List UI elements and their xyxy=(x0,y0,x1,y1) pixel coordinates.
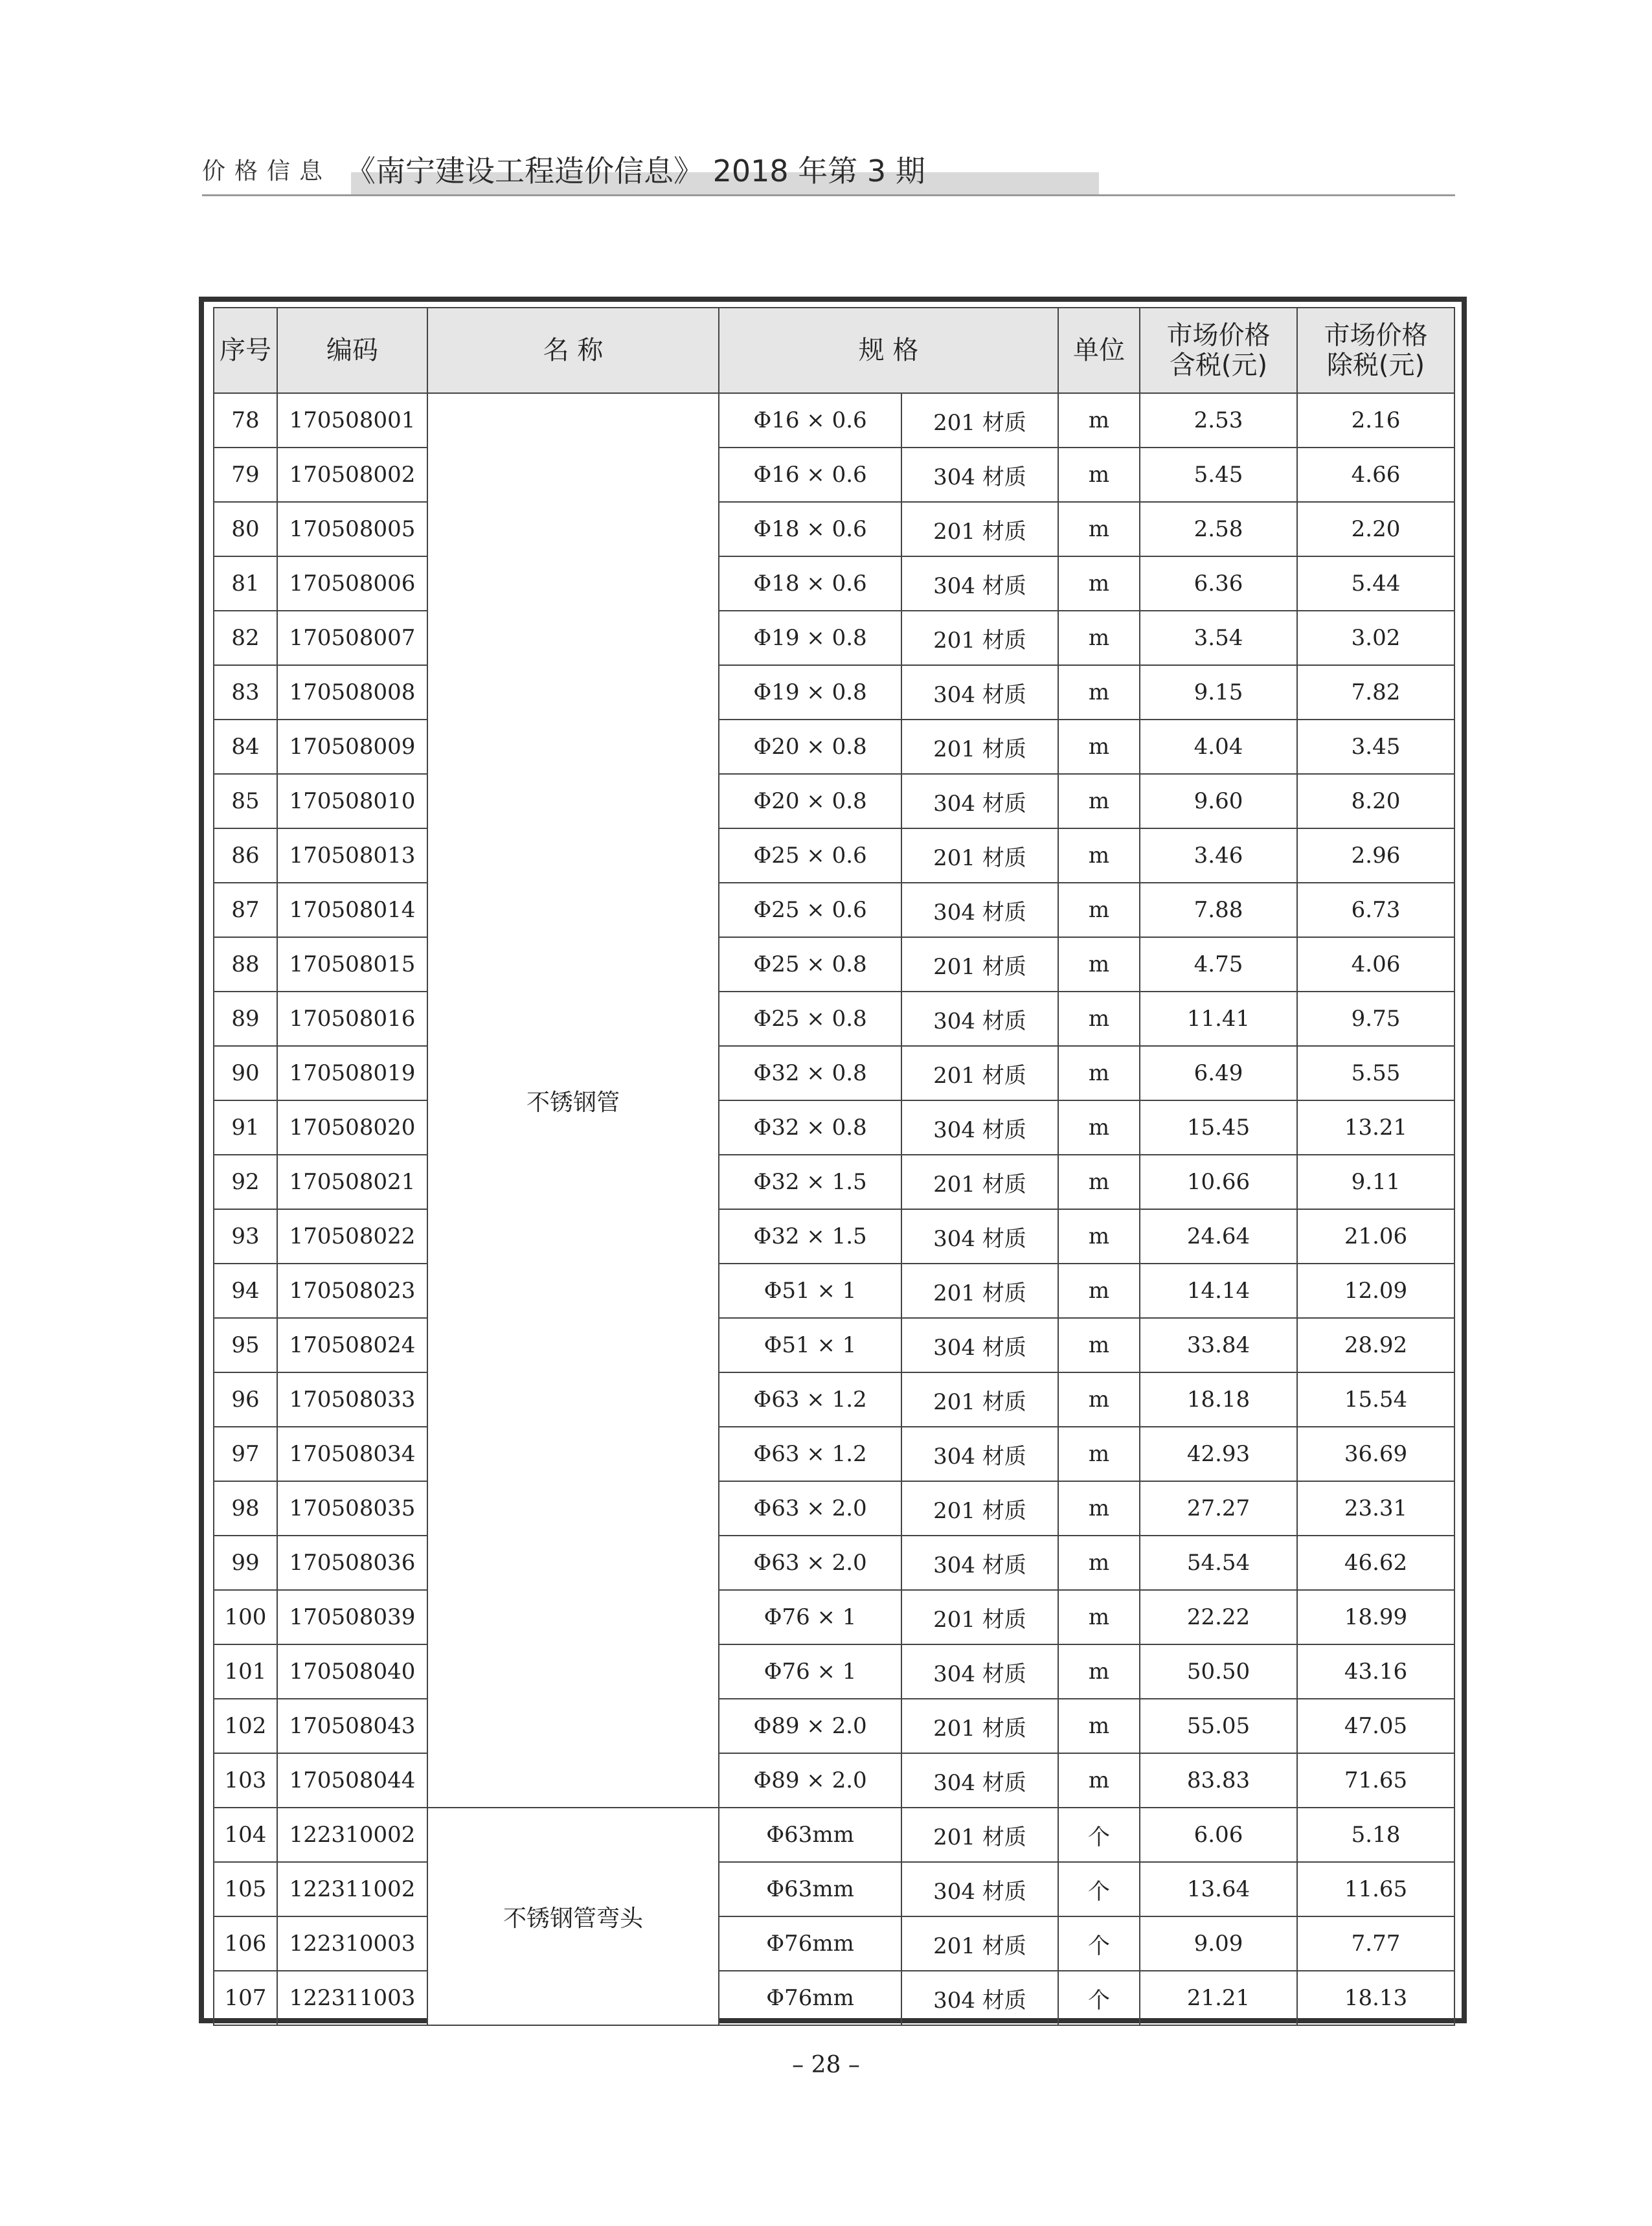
cell-name: 不锈钢管弯头 xyxy=(427,1808,719,2025)
cell-price-tax: 24.64 xyxy=(1140,1209,1297,1264)
cell-code: 170508044 xyxy=(277,1753,427,1808)
cell-unit: 个 xyxy=(1058,1971,1140,2025)
cell-seq: 88 xyxy=(214,937,277,992)
cell-unit: m xyxy=(1058,1372,1140,1427)
table-row xyxy=(214,1699,1454,1753)
cell-code: 170508001 xyxy=(277,393,427,448)
running-header xyxy=(202,148,1455,196)
cell-code: 170508010 xyxy=(277,774,427,828)
cell-price-notax: 4.06 xyxy=(1297,937,1454,992)
col-header-seq: 序号 xyxy=(214,308,277,393)
table-row xyxy=(214,1209,1454,1264)
table-row xyxy=(214,774,1454,828)
table-row xyxy=(214,1155,1454,1209)
col-header-price-tax-line1: 市场价格 xyxy=(1166,321,1271,350)
cell-spec: Φ51 × 1 xyxy=(719,1318,901,1372)
table-row xyxy=(214,828,1454,883)
cell-code: 170508024 xyxy=(277,1318,427,1372)
cell-price-notax: 71.65 xyxy=(1297,1753,1454,1808)
cell-spec: Φ32 × 0.8 xyxy=(719,1046,901,1100)
table-row xyxy=(214,992,1454,1046)
cell-spec: Φ32 × 1.5 xyxy=(719,1209,901,1264)
table-row xyxy=(214,1481,1454,1536)
cell-price-notax: 18.99 xyxy=(1297,1590,1454,1644)
cell-material: 304 材质 xyxy=(901,1753,1058,1808)
cell-material: 201 材质 xyxy=(901,393,1058,448)
cell-spec: Φ63 × 2.0 xyxy=(719,1536,901,1590)
cell-price-tax: 3.54 xyxy=(1140,611,1297,665)
cell-unit: m xyxy=(1058,448,1140,502)
cell-price-tax: 4.04 xyxy=(1140,720,1297,774)
cell-seq: 92 xyxy=(214,1155,277,1209)
cell-seq: 86 xyxy=(214,828,277,883)
table-row xyxy=(214,1372,1454,1427)
cell-material: 304 材质 xyxy=(901,992,1058,1046)
cell-seq: 84 xyxy=(214,720,277,774)
cell-unit: m xyxy=(1058,1427,1140,1481)
cell-price-notax: 7.82 xyxy=(1297,665,1454,720)
page-number: – 28 – xyxy=(792,2052,860,2078)
cell-unit: m xyxy=(1058,992,1140,1046)
cell-seq: 94 xyxy=(214,1264,277,1318)
cell-spec: Φ19 × 0.8 xyxy=(719,611,901,665)
cell-spec: Φ32 × 0.8 xyxy=(719,1100,901,1155)
cell-price-notax: 23.31 xyxy=(1297,1481,1454,1536)
cell-price-tax: 21.21 xyxy=(1140,1971,1297,2025)
cell-material: 201 材质 xyxy=(901,1155,1058,1209)
cell-unit: m xyxy=(1058,1264,1140,1318)
cell-material: 304 材质 xyxy=(901,1209,1058,1264)
cell-price-tax: 2.53 xyxy=(1140,393,1297,448)
cell-price-tax: 5.45 xyxy=(1140,448,1297,502)
cell-unit: m xyxy=(1058,1753,1140,1808)
table-row xyxy=(214,448,1454,502)
table-row xyxy=(214,1862,1454,1916)
price-table-frame xyxy=(199,297,1467,2023)
cell-unit: 个 xyxy=(1058,1916,1140,1971)
cell-spec: Φ63mm xyxy=(719,1862,901,1916)
col-header-spec: 规 格 xyxy=(719,308,1058,393)
col-header-price-tax-line2: 含税(元) xyxy=(1169,350,1268,380)
cell-price-notax: 28.92 xyxy=(1297,1318,1454,1372)
cell-price-tax: 4.75 xyxy=(1140,937,1297,992)
cell-spec: Φ51 × 1 xyxy=(719,1264,901,1318)
cell-code: 122310003 xyxy=(277,1916,427,1971)
cell-unit: m xyxy=(1058,1155,1140,1209)
cell-unit: m xyxy=(1058,883,1140,937)
cell-seq: 83 xyxy=(214,665,277,720)
cell-material: 201 材质 xyxy=(901,1916,1058,1971)
cell-price-notax: 15.54 xyxy=(1297,1372,1454,1427)
table-row xyxy=(214,1046,1454,1100)
cell-seq: 102 xyxy=(214,1699,277,1753)
cell-price-tax: 14.14 xyxy=(1140,1264,1297,1318)
cell-unit: m xyxy=(1058,720,1140,774)
table-row xyxy=(214,1100,1454,1155)
cell-price-notax: 7.77 xyxy=(1297,1916,1454,1971)
cell-material: 304 材质 xyxy=(901,1318,1058,1372)
cell-price-notax: 2.20 xyxy=(1297,502,1454,556)
cell-price-notax: 2.96 xyxy=(1297,828,1454,883)
cell-spec: Φ16 × 0.6 xyxy=(719,393,901,448)
cell-spec: Φ20 × 0.8 xyxy=(719,774,901,828)
cell-unit: m xyxy=(1058,502,1140,556)
cell-spec: Φ76 × 1 xyxy=(719,1590,901,1644)
cell-price-tax: 15.45 xyxy=(1140,1100,1297,1155)
cell-material: 201 材质 xyxy=(901,720,1058,774)
table-row xyxy=(214,1536,1454,1590)
cell-code: 170508043 xyxy=(277,1699,427,1753)
cell-price-notax: 18.13 xyxy=(1297,1971,1454,2025)
cell-unit: m xyxy=(1058,1644,1140,1699)
cell-price-notax: 5.18 xyxy=(1297,1808,1454,1862)
table-row xyxy=(214,1427,1454,1481)
table-row xyxy=(214,393,1454,448)
cell-unit: m xyxy=(1058,774,1140,828)
cell-code: 170508033 xyxy=(277,1372,427,1427)
cell-seq: 103 xyxy=(214,1753,277,1808)
cell-unit: m xyxy=(1058,1046,1140,1100)
cell-seq: 91 xyxy=(214,1100,277,1155)
cell-unit: m xyxy=(1058,937,1140,992)
cell-price-tax: 50.50 xyxy=(1140,1644,1297,1699)
cell-seq: 79 xyxy=(214,448,277,502)
cell-code: 170508007 xyxy=(277,611,427,665)
cell-seq: 81 xyxy=(214,556,277,611)
table-row xyxy=(214,556,1454,611)
table-row xyxy=(214,1971,1454,2025)
cell-price-notax: 5.55 xyxy=(1297,1046,1454,1100)
cell-seq: 99 xyxy=(214,1536,277,1590)
table-row xyxy=(214,1644,1454,1699)
table-body xyxy=(214,393,1454,2025)
cell-code: 170508019 xyxy=(277,1046,427,1100)
cell-material: 201 材质 xyxy=(901,1264,1058,1318)
cell-price-tax: 54.54 xyxy=(1140,1536,1297,1590)
cell-code: 170508034 xyxy=(277,1427,427,1481)
cell-code: 170508020 xyxy=(277,1100,427,1155)
cell-price-tax: 9.09 xyxy=(1140,1916,1297,1971)
cell-price-tax: 6.06 xyxy=(1140,1808,1297,1862)
cell-price-tax: 9.60 xyxy=(1140,774,1297,828)
cell-material: 304 材质 xyxy=(901,774,1058,828)
table-row xyxy=(214,937,1454,992)
cell-unit: m xyxy=(1058,665,1140,720)
cell-seq: 98 xyxy=(214,1481,277,1536)
cell-unit: m xyxy=(1058,828,1140,883)
cell-seq: 87 xyxy=(214,883,277,937)
cell-price-notax: 46.62 xyxy=(1297,1536,1454,1590)
cell-spec: Φ63mm xyxy=(719,1808,901,1862)
cell-material: 201 材质 xyxy=(901,1808,1058,1862)
cell-spec: Φ63 × 1.2 xyxy=(719,1372,901,1427)
cell-price-tax: 6.36 xyxy=(1140,556,1297,611)
cell-code: 170508013 xyxy=(277,828,427,883)
cell-spec: Φ25 × 0.8 xyxy=(719,937,901,992)
cell-price-tax: 83.83 xyxy=(1140,1753,1297,1808)
cell-spec: Φ76mm xyxy=(719,1916,901,1971)
cell-material: 304 材质 xyxy=(901,883,1058,937)
cell-spec: Φ25 × 0.6 xyxy=(719,883,901,937)
cell-spec: Φ89 × 2.0 xyxy=(719,1699,901,1753)
cell-unit: m xyxy=(1058,1100,1140,1155)
cell-unit: m xyxy=(1058,1536,1140,1590)
cell-price-tax: 9.15 xyxy=(1140,665,1297,720)
cell-price-notax: 9.75 xyxy=(1297,992,1454,1046)
cell-code: 170508014 xyxy=(277,883,427,937)
cell-seq: 95 xyxy=(214,1318,277,1372)
cell-seq: 89 xyxy=(214,992,277,1046)
cell-spec: Φ25 × 0.8 xyxy=(719,992,901,1046)
cell-material: 201 材质 xyxy=(901,937,1058,992)
cell-material: 201 材质 xyxy=(901,1046,1058,1100)
cell-material: 304 材质 xyxy=(901,1536,1058,1590)
cell-price-notax: 6.73 xyxy=(1297,883,1454,937)
cell-spec: Φ76mm xyxy=(719,1971,901,2025)
cell-seq: 97 xyxy=(214,1427,277,1481)
cell-price-notax: 12.09 xyxy=(1297,1264,1454,1318)
cell-price-tax: 55.05 xyxy=(1140,1699,1297,1753)
cell-code: 170508040 xyxy=(277,1644,427,1699)
cell-code: 170508039 xyxy=(277,1590,427,1644)
table-row xyxy=(214,1753,1454,1808)
cell-code: 170508006 xyxy=(277,556,427,611)
cell-unit: 个 xyxy=(1058,1862,1140,1916)
cell-price-tax: 3.46 xyxy=(1140,828,1297,883)
cell-price-notax: 8.20 xyxy=(1297,774,1454,828)
cell-material: 304 材质 xyxy=(901,1427,1058,1481)
cell-price-notax: 2.16 xyxy=(1297,393,1454,448)
cell-material: 201 材质 xyxy=(901,611,1058,665)
cell-unit: 个 xyxy=(1058,1808,1140,1862)
cell-unit: m xyxy=(1058,1699,1140,1753)
col-header-unit: 单位 xyxy=(1058,308,1140,393)
cell-unit: m xyxy=(1058,611,1140,665)
cell-code: 170508009 xyxy=(277,720,427,774)
cell-unit: m xyxy=(1058,1590,1140,1644)
cell-code: 170508036 xyxy=(277,1536,427,1590)
cell-code: 170508002 xyxy=(277,448,427,502)
cell-unit: m xyxy=(1058,1209,1140,1264)
table-row xyxy=(214,883,1454,937)
col-header-name: 名 称 xyxy=(427,308,719,393)
cell-spec: Φ32 × 1.5 xyxy=(719,1155,901,1209)
cell-unit: m xyxy=(1058,393,1140,448)
cell-seq: 105 xyxy=(214,1862,277,1916)
table-row xyxy=(214,1264,1454,1318)
cell-spec: Φ63 × 2.0 xyxy=(719,1481,901,1536)
cell-price-notax: 43.16 xyxy=(1297,1644,1454,1699)
cell-price-tax: 7.88 xyxy=(1140,883,1297,937)
cell-code: 122311002 xyxy=(277,1862,427,1916)
cell-name: 不锈钢管 xyxy=(427,393,719,1808)
cell-spec: Φ63 × 1.2 xyxy=(719,1427,901,1481)
cell-price-notax: 3.02 xyxy=(1297,611,1454,665)
cell-material: 304 材质 xyxy=(901,1971,1058,2025)
cell-seq: 106 xyxy=(214,1916,277,1971)
cell-price-notax: 36.69 xyxy=(1297,1427,1454,1481)
table-row xyxy=(214,502,1454,556)
cell-code: 170508023 xyxy=(277,1264,427,1318)
table-row xyxy=(214,1916,1454,1971)
cell-spec: Φ89 × 2.0 xyxy=(719,1753,901,1808)
cell-material: 304 材质 xyxy=(901,1862,1058,1916)
header-publication-title: 《南宁建设工程造价信息》 2018 年第 3 期 xyxy=(346,153,925,188)
cell-price-tax: 10.66 xyxy=(1140,1155,1297,1209)
cell-seq: 85 xyxy=(214,774,277,828)
cell-material: 304 材质 xyxy=(901,448,1058,502)
cell-spec: Φ19 × 0.8 xyxy=(719,665,901,720)
cell-code: 170508021 xyxy=(277,1155,427,1209)
cell-material: 304 材质 xyxy=(901,1100,1058,1155)
cell-material: 201 材质 xyxy=(901,1699,1058,1753)
cell-price-notax: 3.45 xyxy=(1297,720,1454,774)
cell-material: 201 材质 xyxy=(901,828,1058,883)
cell-price-tax: 13.64 xyxy=(1140,1862,1297,1916)
cell-seq: 90 xyxy=(214,1046,277,1100)
cell-unit: m xyxy=(1058,1481,1140,1536)
cell-price-notax: 47.05 xyxy=(1297,1699,1454,1753)
cell-seq: 96 xyxy=(214,1372,277,1427)
cell-seq: 78 xyxy=(214,393,277,448)
table-row xyxy=(214,665,1454,720)
cell-price-notax: 5.44 xyxy=(1297,556,1454,611)
cell-price-tax: 6.49 xyxy=(1140,1046,1297,1100)
col-header-price-notax-line1: 市场价格 xyxy=(1324,321,1428,350)
table-row xyxy=(214,1590,1454,1644)
cell-spec: Φ20 × 0.8 xyxy=(719,720,901,774)
cell-material: 201 材质 xyxy=(901,502,1058,556)
cell-seq: 101 xyxy=(214,1644,277,1699)
cell-code: 170508035 xyxy=(277,1481,427,1536)
cell-code: 122311003 xyxy=(277,1971,427,2025)
cell-material: 201 材质 xyxy=(901,1372,1058,1427)
cell-spec: Φ16 × 0.6 xyxy=(719,448,901,502)
cell-price-notax: 9.11 xyxy=(1297,1155,1454,1209)
table-row xyxy=(214,1808,1454,1862)
cell-price-notax: 13.21 xyxy=(1297,1100,1454,1155)
cell-code: 122310002 xyxy=(277,1808,427,1862)
cell-price-notax: 21.06 xyxy=(1297,1209,1454,1264)
table-row xyxy=(214,1318,1454,1372)
cell-price-tax: 33.84 xyxy=(1140,1318,1297,1372)
cell-material: 304 材质 xyxy=(901,1644,1058,1699)
table-row xyxy=(214,611,1454,665)
table-header-row xyxy=(214,308,1454,393)
cell-spec: Φ76 × 1 xyxy=(719,1644,901,1699)
cell-code: 170508016 xyxy=(277,992,427,1046)
cell-seq: 107 xyxy=(214,1971,277,2025)
cell-price-tax: 11.41 xyxy=(1140,992,1297,1046)
cell-unit: m xyxy=(1058,556,1140,611)
col-header-price-notax xyxy=(1297,308,1454,393)
cell-price-tax: 27.27 xyxy=(1140,1481,1297,1536)
cell-price-tax: 22.22 xyxy=(1140,1590,1297,1644)
price-table xyxy=(213,307,1455,2026)
cell-spec: Φ25 × 0.6 xyxy=(719,828,901,883)
col-header-code: 编码 xyxy=(277,308,427,393)
cell-material: 304 材质 xyxy=(901,556,1058,611)
cell-unit: m xyxy=(1058,1318,1140,1372)
cell-price-notax: 11.65 xyxy=(1297,1862,1454,1916)
cell-material: 304 材质 xyxy=(901,665,1058,720)
cell-seq: 82 xyxy=(214,611,277,665)
cell-code: 170508022 xyxy=(277,1209,427,1264)
cell-spec: Φ18 × 0.6 xyxy=(719,556,901,611)
cell-material: 201 材质 xyxy=(901,1481,1058,1536)
col-header-price-tax xyxy=(1140,308,1297,393)
table-row xyxy=(214,720,1454,774)
cell-price-tax: 2.58 xyxy=(1140,502,1297,556)
cell-seq: 93 xyxy=(214,1209,277,1264)
cell-code: 170508008 xyxy=(277,665,427,720)
cell-seq: 80 xyxy=(214,502,277,556)
col-header-price-notax-line2: 除税(元) xyxy=(1326,350,1425,380)
cell-spec: Φ18 × 0.6 xyxy=(719,502,901,556)
cell-price-tax: 18.18 xyxy=(1140,1372,1297,1427)
header-section-label: 价格信息 xyxy=(202,158,332,185)
cell-seq: 104 xyxy=(214,1808,277,1862)
cell-code: 170508005 xyxy=(277,502,427,556)
cell-price-tax: 42.93 xyxy=(1140,1427,1297,1481)
cell-code: 170508015 xyxy=(277,937,427,992)
cell-seq: 100 xyxy=(214,1590,277,1644)
cell-price-notax: 4.66 xyxy=(1297,448,1454,502)
cell-material: 201 材质 xyxy=(901,1590,1058,1644)
